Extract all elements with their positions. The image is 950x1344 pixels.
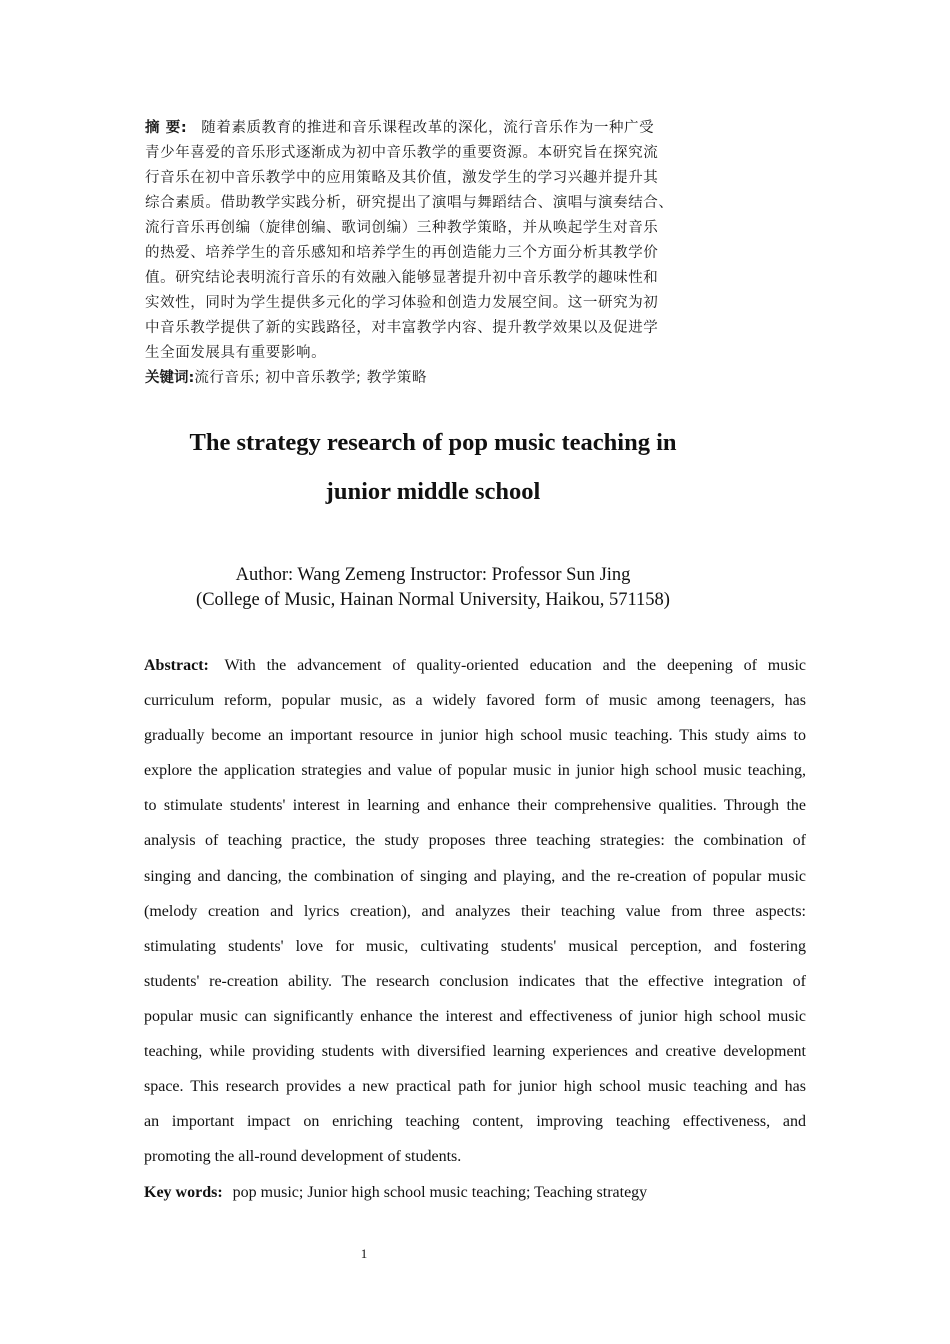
chinese-abstract xyxy=(145,116,725,366)
english-abstract-line: popular music can significantly enhance the interest and effectiveness of junior high school music xyxy=(144,1007,806,1025)
chinese-abstract-line: 实效性，同时为学生提供多元化的学习体验和创造力发展空间。这一研究为初 xyxy=(145,295,659,311)
english-abstract-line: space. This research provides a new practical path for junior high school music teaching and has xyxy=(144,1078,806,1096)
chinese-abstract-line: 流行音乐再创编（旋律创编、歌词创编）三种教学策略，并从唤起学生对音乐 xyxy=(145,220,659,236)
english-abstract xyxy=(144,648,806,1174)
page-number: 1 xyxy=(360,1246,368,1261)
english-abstract-line: stimulating students' love for music, cultivating students' musical perception, and fostering xyxy=(144,937,806,955)
english-abstract-line: (melody creation and lyrics creation), and analyzes their teaching value from three aspects: xyxy=(144,902,806,920)
english-abstract-line xyxy=(144,648,806,683)
chinese-abstract-line: 行音乐在初中音乐教学中的应用策略及其价值，激发学生的学习兴趣并提升其 xyxy=(145,170,659,186)
chinese-abstract-label: 摘 要: xyxy=(145,120,188,136)
chinese-keywords xyxy=(145,366,725,391)
chinese-abstract-line xyxy=(145,116,725,141)
chinese-abstract-line: 值。研究结论表明流行音乐的有效融入能够显著提升初中音乐教学的趣味性和 xyxy=(145,270,659,286)
english-title-line: junior middle school xyxy=(325,478,541,505)
english-abstract-line: promoting the all-round development of students. xyxy=(144,1148,462,1166)
english-abstract-line: to stimulate students' interest in learning and enhance their comprehensive qualities. Through the xyxy=(144,797,806,815)
english-title-line: The strategy research of pop music teaching in xyxy=(189,429,677,456)
english-abstract-line: gradually become an important resource in junior high school music teaching. This study aims to xyxy=(144,727,806,745)
chinese-abstract-line: 青少年喜爱的音乐形式逐渐成为初中音乐教学的重要资源。本研究旨在探究流 xyxy=(145,145,659,161)
chinese-keywords-label: 关键词: xyxy=(145,370,195,386)
chinese-keywords-text: 流行音乐; 初中音乐教学; 教学策略 xyxy=(194,370,428,386)
english-abstract-line: explore the application strategies and value of popular music in junior high school music teaching, xyxy=(144,762,806,780)
english-abstract-line: singing and dancing, the combination of singing and playing, and the re-creation of popular music xyxy=(144,867,806,885)
english-keywords xyxy=(144,1178,806,1208)
chinese-abstract-line: 综合素质。借助教学实践分析，研究提出了演唱与舞蹈结合、演唱与演奏结合、 xyxy=(145,195,674,211)
english-abstract-line: an important impact on enriching teaching content, improving teaching effectiveness, and xyxy=(144,1113,806,1131)
chinese-abstract-line: 的热爱、培养学生的音乐感知和培养学生的再创造能力三个方面分析其教学价 xyxy=(145,245,659,261)
chinese-abstract-text: 随着素质教育的推进和音乐课程改革的深化，流行音乐作为一种广受 xyxy=(201,120,655,136)
english-title xyxy=(145,418,721,516)
english-abstract-line: students' re-creation ability. The research conclusion indicates that the effective integration of xyxy=(144,972,806,990)
english-abstract-line: analysis of teaching practice, the study proposes three teaching strategies: the combination of xyxy=(144,832,806,850)
english-abstract-line: curriculum reform, popular music, as a widely favored form of music among teenagers, has xyxy=(144,692,806,710)
chinese-abstract-line: 生全面发展具有重要影响。 xyxy=(145,345,327,361)
author-info xyxy=(145,563,721,613)
english-abstract-line: teaching, while providing students with diversified learning experiences and creative development xyxy=(144,1043,806,1061)
english-abstract-text: With the advancement of quality-oriented education and the deepening of music xyxy=(224,657,806,674)
english-abstract-label: Abstract: xyxy=(144,657,209,674)
english-keywords-text: pop music; Junior high school music teaching; Teaching strategy xyxy=(232,1184,648,1201)
author-line: Author: Wang Zemeng Instructor: Professor Sun Jing xyxy=(235,565,631,585)
affiliation-line: (College of Music, Hainan Normal University, Haikou, 571158) xyxy=(196,590,670,610)
chinese-abstract-line: 中音乐教学提供了新的实践路径，对丰富教学内容、提升教学效果以及促进学 xyxy=(145,320,659,336)
english-keywords-label: Key words: xyxy=(144,1184,223,1201)
